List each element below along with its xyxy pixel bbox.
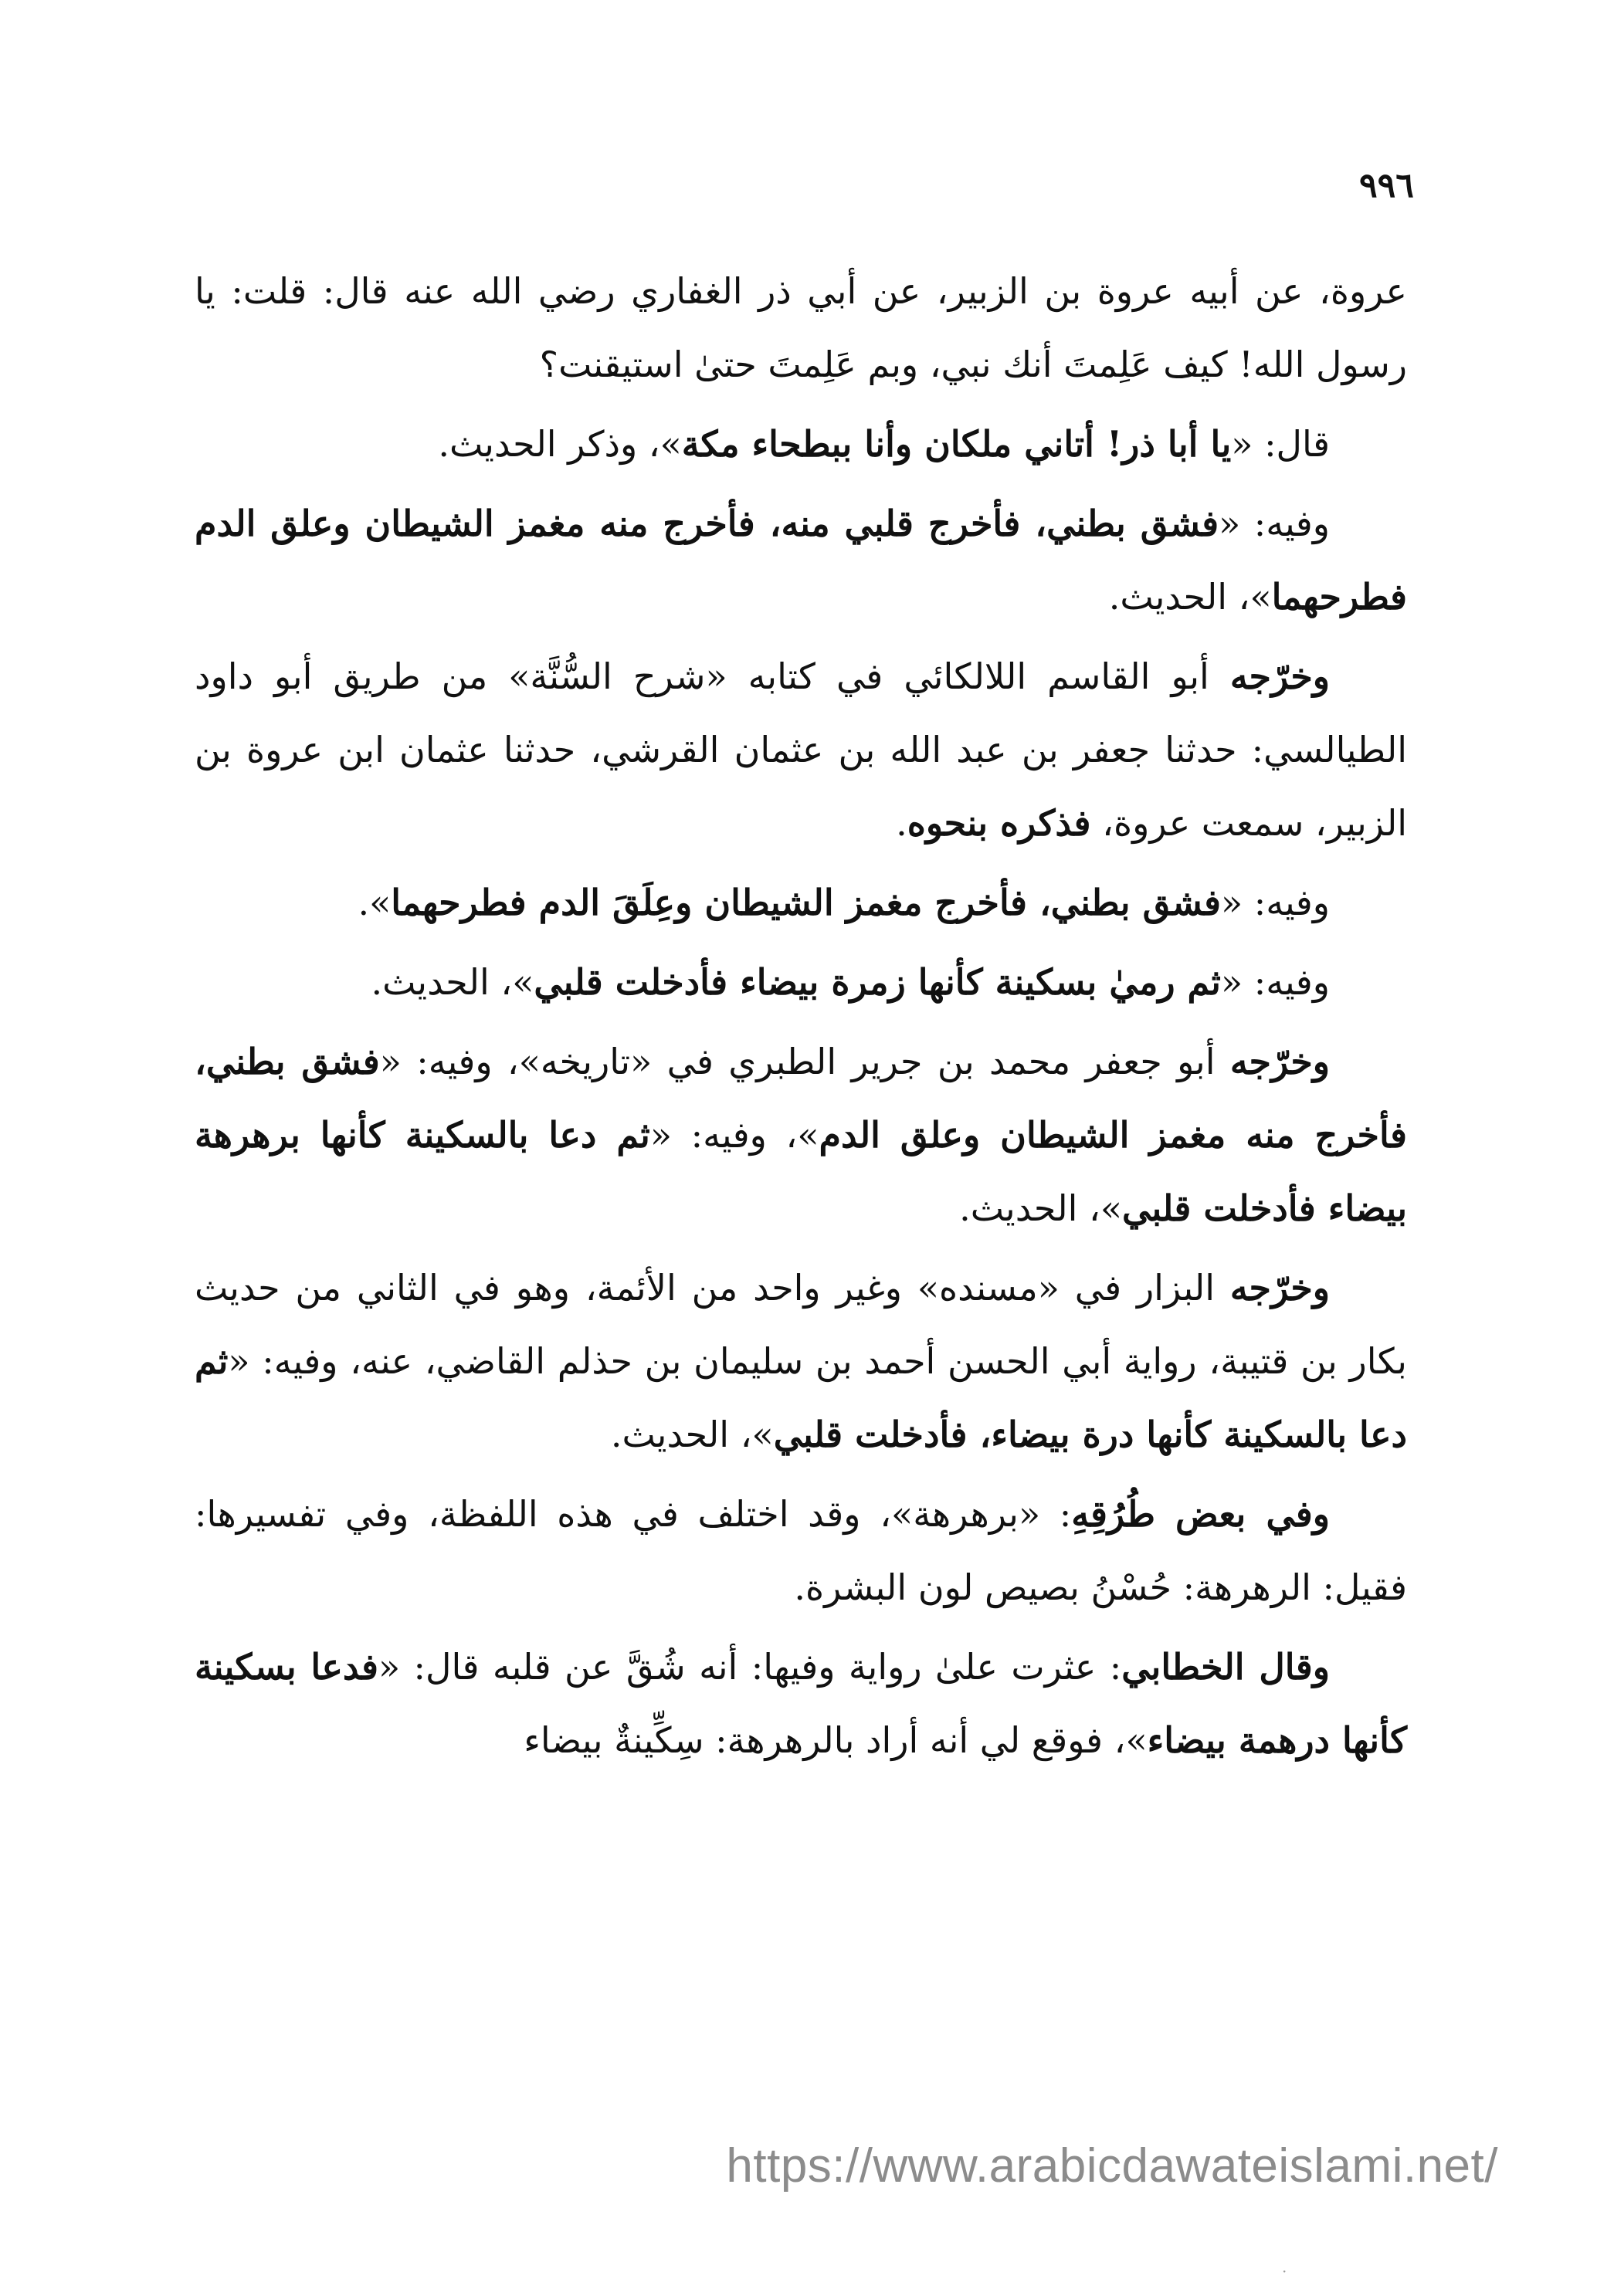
- text-segment: قال: «: [1231, 423, 1330, 465]
- bold-text-segment: ثم دعا بالسكينة كأنها برهرهة بيضاء فأدخلت قلبي: [195, 1114, 1407, 1229]
- bold-text-segment: وخرّجه: [1229, 1267, 1330, 1309]
- text-segment: : «برهرهة»، وقد اختلف في هذه اللفظة، وفي تفسيرها: فقيل: الرهرهة: حُسْنُ بصيص لون البشرة.: [195, 1493, 1407, 1608]
- paragraph: [195, 408, 1407, 481]
- bold-text-segment: ثم دعا بالسكينة كأنها درة بيضاء، فأدخلت قلبي: [195, 1340, 1407, 1455]
- text-segment: وفيه: «: [1220, 961, 1330, 1003]
- text-segment: »، الحديث.: [371, 961, 534, 1003]
- bold-text-segment: وخرّجه: [1229, 1041, 1330, 1082]
- text-segment: »، الحديث.: [1108, 576, 1272, 618]
- text-segment: »، وفيه: «: [649, 1114, 819, 1156]
- paragraph: [195, 946, 1407, 1019]
- text-segment: البزار في «مسنده» وغير واحد من الأئمة، وهو في الثاني من حديث بكار بن قتيبة، رواية أبي الحسن أحمد بن سليمان بن حذلم القاضي، عنه، وفيه: «: [195, 1267, 1407, 1382]
- bold-text-segment: يا أبا ذر! أتاني ملكان وأنا ببطحاء مكة: [681, 423, 1232, 465]
- text-segment: »، فوقع لي أنه أراد بالرهرهة: سِكِّينةٌ بيضاء: [524, 1719, 1148, 1761]
- text-segment: وفيه: «: [1219, 503, 1331, 544]
- text-segment: .: [896, 802, 907, 844]
- source-url-watermark: https://www.arabicdawateislami.net/: [726, 2139, 1498, 2193]
- bold-text-segment: فشق بطني، فأخرج منه مغمز الشيطان وعلق الدم: [195, 1041, 1407, 1156]
- text-segment: أبو القاسم اللالكائي في كتابه «شرح السُّنَّة» من طريق أبو داود الطيالسي: حدثنا جعفر بن عبد الله بن عثمان القرشي، حدثنا عثمان ابن عروة بن الزبير، سمعت عروة،: [195, 655, 1407, 844]
- text-segment: »، الحديث.: [959, 1187, 1122, 1229]
- body-text: [195, 255, 1407, 1783]
- paragraph: [195, 640, 1407, 860]
- paragraph: [195, 866, 1407, 940]
- text-segment: »، وذكر الحديث.: [438, 423, 682, 465]
- bold-text-segment: فشق بطني، فأخرج قلبي منه، فأخرج منه مغمز الشيطان وعلق الدم فطرحهما: [195, 503, 1407, 618]
- text-segment: ».: [358, 882, 392, 923]
- paragraph: [195, 1478, 1407, 1624]
- text-segment: أبو جعفر محمد بن جرير الطبري في «تاريخه»، وفيه: «: [379, 1041, 1230, 1082]
- text-segment: عروة، عن أبيه عروة بن الزبير، عن أبي ذر الغفاري رضي الله عنه قال: قلت: يا رسول الله! كيف عَلِمتَ أنك نبي، وبم عَلِمتَ حتىٰ استيقنت؟: [195, 270, 1407, 385]
- text-segment: : عثرت علىٰ رواية وفيها: أنه شُقَّ عن قلبه قال: «: [378, 1646, 1122, 1688]
- page-number: ٩٩٦: [1359, 166, 1414, 205]
- paragraph: [195, 1025, 1407, 1245]
- bold-text-segment: وقال الخطابي: [1121, 1646, 1330, 1688]
- text-segment: وفيه: «: [1220, 882, 1330, 923]
- bold-text-segment: فذكره بنحوه: [907, 802, 1091, 844]
- bold-text-segment: وفي بعض طُرُقِهِ: [1071, 1493, 1330, 1535]
- margin-mark: ·: [1282, 2262, 1287, 2281]
- bold-text-segment: فشق بطني، فأخرج مغمز الشيطان وعِلَقَ الدم فطرحهما: [391, 882, 1221, 923]
- bold-text-segment: وخرّجه: [1229, 655, 1330, 697]
- paragraph: [195, 1251, 1407, 1471]
- bold-text-segment: ثم رميٰ بسكينة كأنها زمرة بيضاء فأدخلت قلبي: [534, 961, 1221, 1003]
- text-segment: »، الحديث.: [610, 1414, 774, 1455]
- paragraph: [195, 487, 1407, 634]
- paragraph: [195, 1631, 1407, 1777]
- bold-text-segment: فدعا بسكينة كأنها درهمة بيضاء: [195, 1646, 1407, 1761]
- paragraph: [195, 255, 1407, 401]
